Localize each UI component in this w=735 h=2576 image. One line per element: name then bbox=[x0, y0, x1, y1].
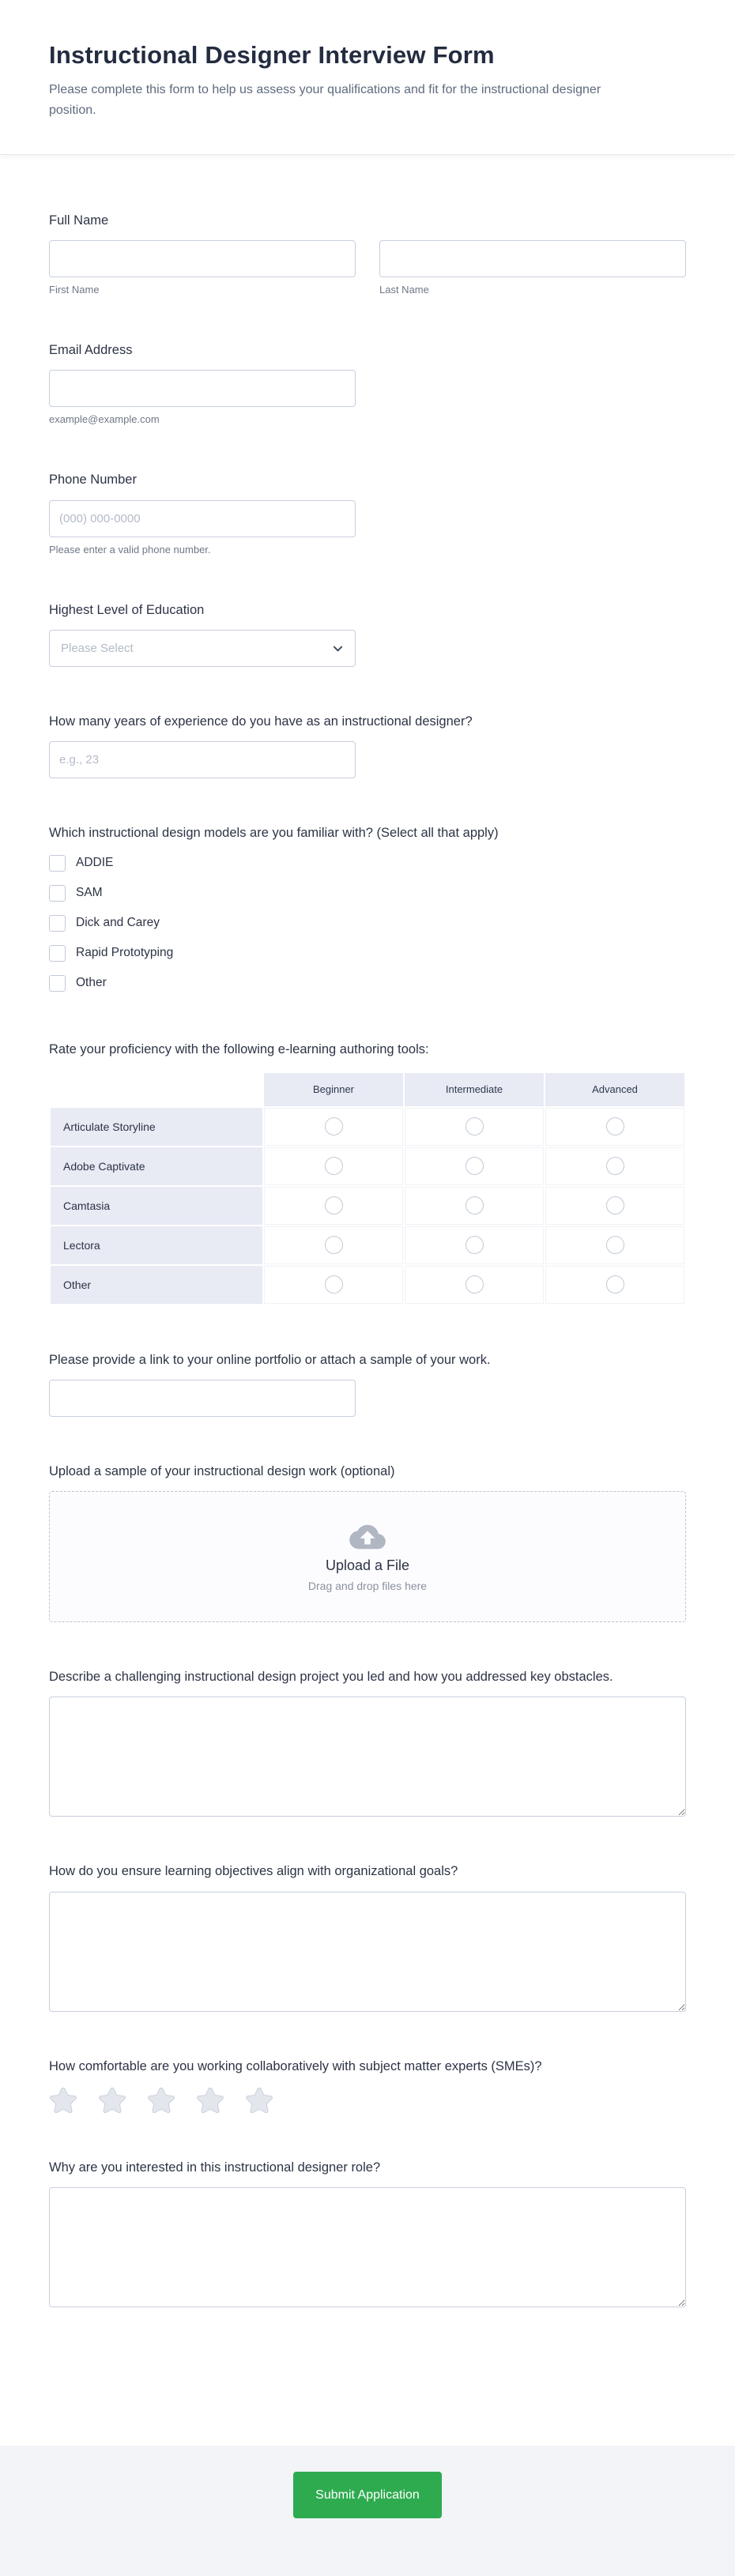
checkbox-label: SAM bbox=[76, 886, 103, 900]
phone-input[interactable] bbox=[49, 500, 356, 537]
field-sme-rating bbox=[49, 2058, 686, 2113]
field-proficiency-matrix bbox=[49, 1041, 686, 1305]
checkbox-option-other[interactable] bbox=[49, 971, 686, 995]
email-hint: example@example.com bbox=[49, 413, 160, 426]
matrix-row-label: Camtasia bbox=[51, 1187, 262, 1225]
field-phone bbox=[49, 471, 686, 555]
field-experience bbox=[49, 713, 686, 778]
matrix-radio[interactable] bbox=[606, 1275, 624, 1294]
matrix-row-lectora bbox=[51, 1226, 684, 1264]
field-email bbox=[49, 341, 686, 425]
full-name-label: Full Name bbox=[49, 213, 109, 228]
matrix-radio[interactable] bbox=[466, 1275, 484, 1294]
checkbox-icon[interactable] bbox=[49, 855, 66, 872]
experience-label: How many years of experience do you have as an instructional designer? bbox=[49, 714, 473, 729]
cloud-upload-icon bbox=[349, 1522, 386, 1552]
field-education bbox=[49, 601, 686, 667]
matrix-radio[interactable] bbox=[325, 1157, 343, 1175]
matrix-radio[interactable] bbox=[466, 1196, 484, 1215]
checkbox-option-sam[interactable] bbox=[49, 881, 686, 905]
matrix-row-other bbox=[51, 1266, 684, 1304]
matrix-row-label: Other bbox=[51, 1266, 262, 1304]
star-2-icon[interactable] bbox=[98, 2088, 126, 2113]
field-design-models bbox=[49, 824, 686, 995]
first-name-sublabel: First Name bbox=[49, 284, 100, 296]
matrix-column-header: Intermediate bbox=[405, 1073, 544, 1106]
checkbox-label: Other bbox=[76, 976, 107, 990]
checkbox-label: Rapid Prototyping bbox=[76, 946, 174, 960]
matrix-radio[interactable] bbox=[606, 1157, 624, 1175]
upload-button-label[interactable]: Upload a File bbox=[325, 1557, 410, 1573]
form-title: Instructional Designer Interview Form bbox=[49, 41, 495, 69]
field-challenge bbox=[49, 1668, 686, 1817]
matrix-radio[interactable] bbox=[325, 1196, 343, 1215]
email-label: Email Address bbox=[49, 343, 133, 358]
phone-label: Phone Number bbox=[49, 473, 137, 488]
matrix-radio[interactable] bbox=[466, 1236, 484, 1254]
proficiency-matrix-table bbox=[49, 1071, 686, 1305]
checkbox-icon[interactable] bbox=[49, 945, 66, 962]
education-select[interactable] bbox=[49, 630, 356, 667]
matrix-column-header: Advanced bbox=[545, 1073, 684, 1106]
form-footer bbox=[0, 2446, 735, 2576]
matrix-row-label: Adobe Captivate bbox=[51, 1147, 262, 1185]
matrix-corner-cell bbox=[51, 1073, 262, 1106]
matrix-radio[interactable] bbox=[325, 1117, 343, 1135]
models-label: Which instructional design models are you familiar with? (Select all that apply) bbox=[49, 826, 499, 841]
first-name-group bbox=[49, 240, 356, 296]
education-label: Highest Level of Education bbox=[49, 602, 205, 617]
upload-hint: Drag and drop files here bbox=[307, 1579, 428, 1592]
first-name-input[interactable] bbox=[49, 240, 356, 277]
matrix-row-camtasia bbox=[51, 1187, 684, 1225]
matrix-radio[interactable] bbox=[466, 1157, 484, 1175]
matrix-row-articulate-storyline bbox=[51, 1108, 684, 1146]
checkbox-option-dick-and-carey[interactable] bbox=[49, 911, 686, 935]
last-name-input[interactable] bbox=[379, 240, 686, 277]
email-input[interactable] bbox=[49, 370, 356, 407]
phone-hint: Please enter a valid phone number. bbox=[49, 543, 211, 555]
interest-textarea[interactable] bbox=[49, 2187, 686, 2307]
challenge-textarea[interactable] bbox=[49, 1697, 686, 1817]
field-portfolio bbox=[49, 1351, 686, 1417]
matrix-label: Rate your proficiency with the following e-learning authoring tools: bbox=[49, 1042, 429, 1057]
last-name-sublabel: Last Name bbox=[379, 284, 429, 296]
upload-label: Upload a sample of your instructional design work (optional) bbox=[49, 1463, 395, 1478]
full-name-inputs bbox=[49, 240, 686, 296]
star-1-icon[interactable] bbox=[49, 2088, 77, 2113]
portfolio-input[interactable] bbox=[49, 1380, 356, 1417]
checkbox-icon[interactable] bbox=[49, 885, 66, 902]
star-4-icon[interactable] bbox=[196, 2088, 224, 2113]
field-full-name bbox=[49, 212, 686, 296]
checkbox-label: Dick and Carey bbox=[76, 916, 160, 930]
field-alignment bbox=[49, 1862, 686, 2011]
checkbox-option-addie[interactable] bbox=[49, 851, 686, 875]
checkbox-option-rapid-prototyping[interactable] bbox=[49, 941, 686, 965]
field-upload bbox=[49, 1463, 686, 1622]
checkbox-icon[interactable] bbox=[49, 975, 66, 992]
challenge-label: Describe a challenging instructional design project you led and how you addressed key obstacles. bbox=[49, 1670, 613, 1685]
checkbox-label: ADDIE bbox=[76, 856, 114, 870]
star-3-icon[interactable] bbox=[147, 2088, 175, 2113]
matrix-row-label: Lectora bbox=[51, 1226, 262, 1264]
matrix-radio[interactable] bbox=[466, 1117, 484, 1135]
matrix-row-adobe-captivate bbox=[51, 1147, 684, 1185]
file-upload-dropzone[interactable] bbox=[49, 1491, 686, 1622]
interest-label: Why are you interested in this instructional designer role? bbox=[49, 2160, 381, 2175]
field-interest bbox=[49, 2159, 686, 2307]
star-rating bbox=[49, 2088, 686, 2113]
last-name-group bbox=[379, 240, 686, 296]
alignment-textarea[interactable] bbox=[49, 1892, 686, 2012]
matrix-radio[interactable] bbox=[325, 1236, 343, 1254]
matrix-radio[interactable] bbox=[606, 1196, 624, 1215]
form-header bbox=[0, 0, 735, 155]
matrix-radio[interactable] bbox=[606, 1236, 624, 1254]
matrix-radio[interactable] bbox=[606, 1117, 624, 1135]
matrix-column-header: Beginner bbox=[264, 1073, 403, 1106]
matrix-radio[interactable] bbox=[325, 1275, 343, 1294]
chevron-down-icon bbox=[332, 642, 344, 654]
education-selected-value: Please Select bbox=[61, 641, 134, 655]
submit-button[interactable]: Submit Application bbox=[293, 2472, 442, 2518]
star-5-icon[interactable] bbox=[245, 2088, 273, 2113]
checkbox-icon[interactable] bbox=[49, 915, 66, 932]
experience-input[interactable] bbox=[49, 741, 356, 778]
matrix-header-row bbox=[51, 1073, 684, 1106]
matrix-row-label: Articulate Storyline bbox=[51, 1108, 262, 1146]
portfolio-label: Please provide a link to your online portfolio or attach a sample of your work. bbox=[49, 1352, 491, 1367]
form-body bbox=[0, 155, 735, 2446]
alignment-label: How do you ensure learning objectives align with organizational goals? bbox=[49, 1864, 458, 1879]
form-subtitle: Please complete this form to help us assess your qualifications and fit for the instructional designer position. bbox=[49, 83, 601, 117]
sme-rating-label: How comfortable are you working collaboratively with subject matter experts (SMEs)? bbox=[49, 2058, 542, 2073]
